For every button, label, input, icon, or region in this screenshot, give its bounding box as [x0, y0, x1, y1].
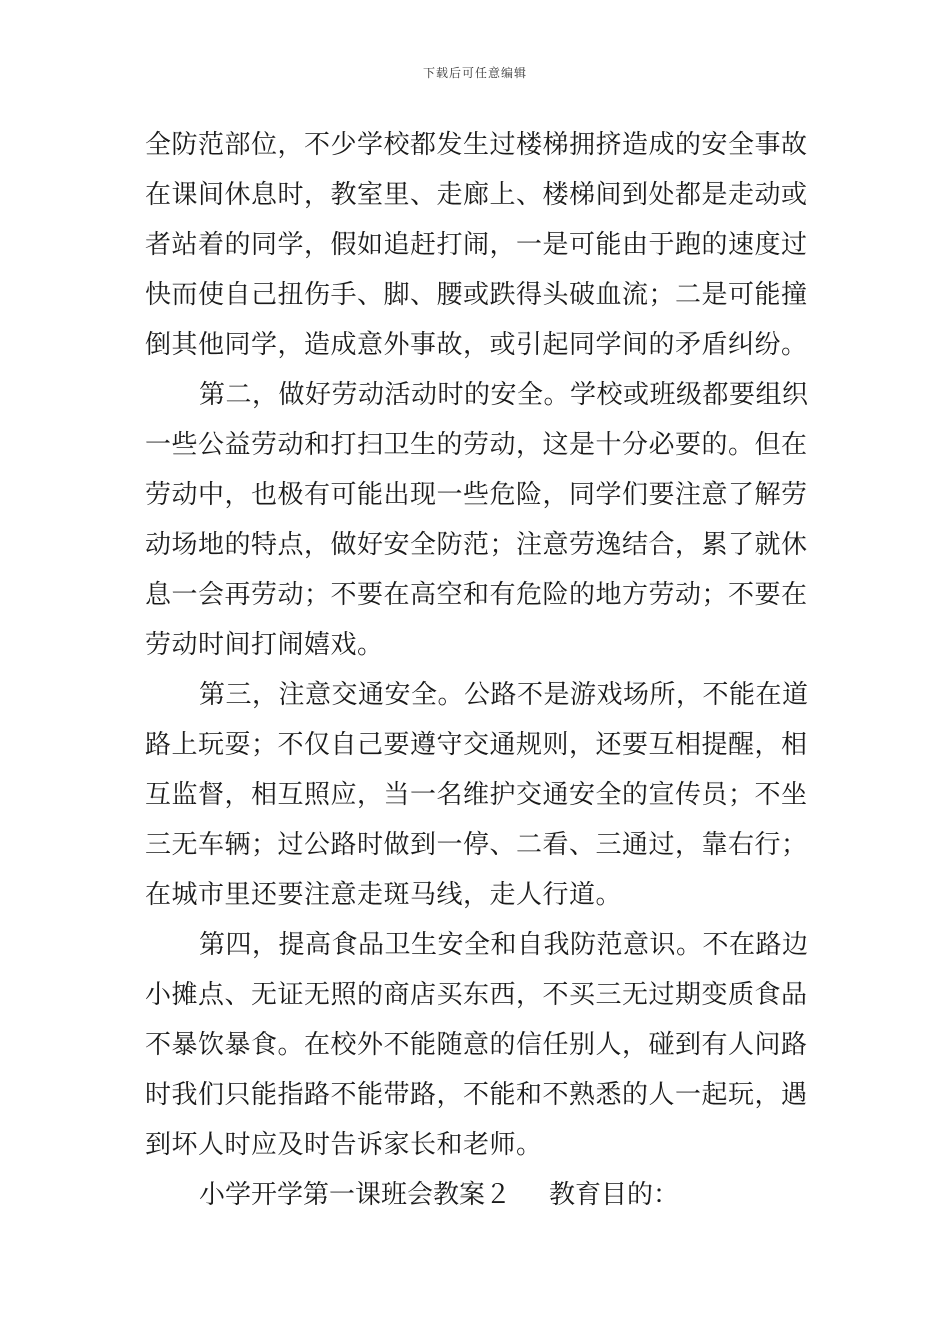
- section-title: 小学开学第一课班会教案２: [199, 1180, 512, 1210]
- text-line: 全防范部位，不少学校都发生过楼梯拥挤造成的安全事故: [145, 130, 808, 160]
- text-line: 小摊点、无证无照的商店买东西，不买三无过期变质食品: [145, 980, 808, 1010]
- paragraph-start-line: 第四，提高食品卫生安全和自我防范意识。不在路边: [199, 930, 809, 960]
- paragraph-start-line: 第三，注意交通安全。公路不是游戏场所，不能在道: [199, 680, 809, 710]
- text-line: 时我们只能指路不能带路，不能和不熟悉的人一起玩，遇: [145, 1080, 808, 1110]
- text-line: 到坏人时应及时告诉家长和老师。: [145, 1130, 543, 1160]
- text-line: 在城市里还要注意走斑马线，走人行道。: [145, 880, 623, 910]
- paragraph-start-line: 第二，做好劳动活动时的安全。学校或班级都要组织: [199, 380, 809, 410]
- text-line: 劳动时间打闹嬉戏。: [145, 630, 384, 660]
- section-heading: [145, 1170, 810, 1220]
- text-line: 息一会再劳动；不要在高空和有危险的地方劳动；不要在: [145, 580, 808, 610]
- text-line: 快而使自己扭伤手、脚、腰或跌得头破血流；二是可能撞: [145, 280, 808, 310]
- text-line: 在课间休息时，教室里、走廊上、楼梯间到处都是走动或: [145, 180, 808, 210]
- text-line: 者站着的同学，假如追赶打闹，一是可能由于跑的速度过: [145, 230, 808, 260]
- document-body: [145, 120, 810, 1220]
- text-line: 互监督，相互照应，当一名维护交通安全的宣传员；不坐: [145, 780, 808, 810]
- text-line: 倒其他同学，造成意外事故，或引起同学间的矛盾纠纷。: [145, 330, 808, 360]
- text-line: 三无车辆；过公路时做到一停、二看、三通过，靠右行；: [145, 830, 808, 860]
- text-line: 动场地的特点，做好安全防范；注意劳逸结合，累了就休: [145, 530, 808, 560]
- text-line: 路上玩耍；不仅自己要遵守交通规则，还要互相提醒，相: [145, 730, 808, 760]
- text-line: 不暴饮暴食。在校外不能随意的信任别人，碰到有人问路: [145, 1030, 808, 1060]
- page-header: 下载后可任意编辑: [422, 66, 527, 80]
- section-subtitle: 教育目的：: [549, 1180, 680, 1210]
- text-line: 一些公益劳动和打扫卫生的劳动，这是十分必要的。但在: [145, 430, 808, 460]
- text-line: 劳动中，也极有可能出现一些危险，同学们要注意了解劳: [145, 480, 808, 510]
